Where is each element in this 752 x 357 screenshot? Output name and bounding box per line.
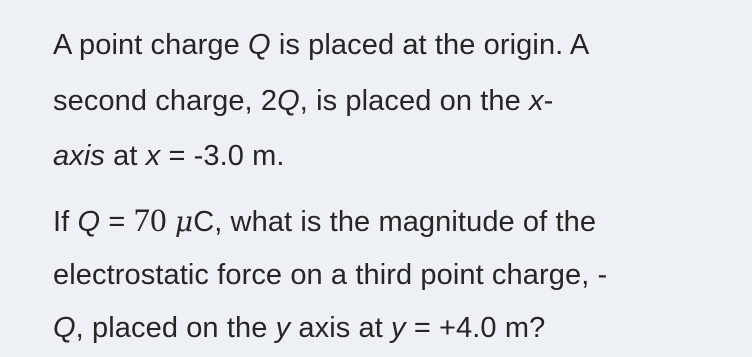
problem-line-6 xyxy=(53,310,545,346)
micro-symbol: μ xyxy=(174,205,194,238)
charge-variable: Q xyxy=(277,85,300,117)
text-segment: = -3.0 m. xyxy=(160,140,285,172)
y-variable: y xyxy=(275,312,291,344)
text-segment: , is placed on the xyxy=(299,85,529,117)
problem-line-3 xyxy=(53,138,285,174)
charge-value: 70 xyxy=(133,203,167,239)
x-variable: x xyxy=(528,85,544,117)
y-variable: y xyxy=(391,312,406,344)
axis-word: axis xyxy=(53,140,105,172)
problem-line-1 xyxy=(53,27,589,63)
text-segment: electrostatic force on a third point charge, - xyxy=(53,259,608,291)
charge-variable: Q xyxy=(53,312,76,344)
problem-line-5 xyxy=(53,257,607,293)
text-segment: , placed on the xyxy=(75,312,276,344)
text-segment: = +4.0 m? xyxy=(405,312,546,344)
text-segment: = xyxy=(100,206,134,238)
text-segment: at xyxy=(104,140,146,172)
text-segment: If xyxy=(53,206,78,238)
text-segment: C, what is the magnitude of the xyxy=(193,206,597,238)
problem-line-2 xyxy=(53,83,553,119)
text-segment: A point charge xyxy=(53,29,248,61)
text-segment: second charge, 2 xyxy=(53,85,278,117)
charge-variable: Q xyxy=(247,29,271,61)
problem-line-4 xyxy=(53,203,596,240)
text-segment xyxy=(167,206,175,238)
x-variable: x xyxy=(145,140,161,172)
text-segment: - xyxy=(543,85,554,117)
text-segment: axis at xyxy=(290,312,392,344)
text-segment: is placed at the origin. A xyxy=(270,29,590,61)
charge-variable: Q xyxy=(77,206,101,238)
